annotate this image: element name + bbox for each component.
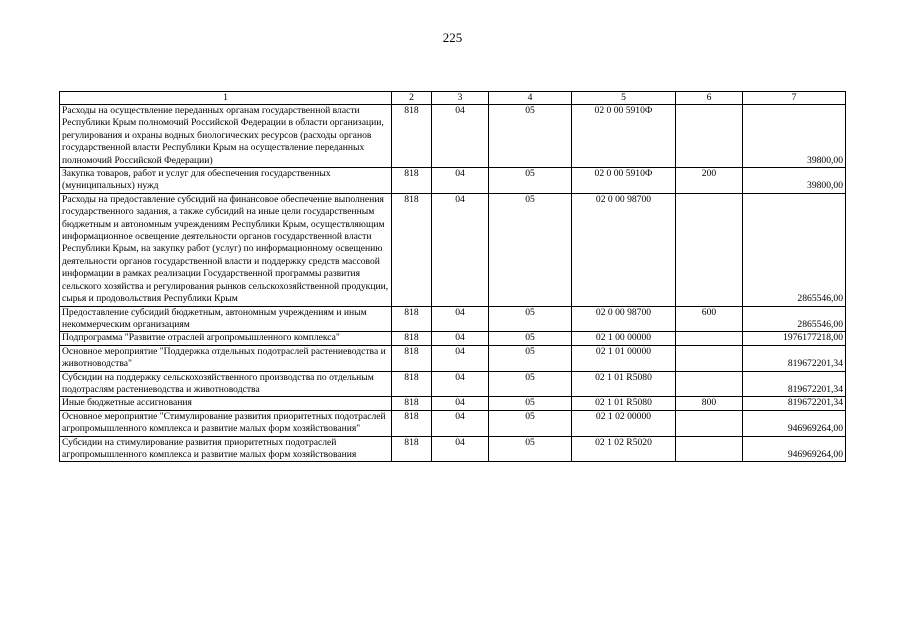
row-subsection-code: 05	[489, 168, 572, 194]
row-description: Основное мероприятие "Поддержка отдельных подотраслей растениеводства и животноводства"	[60, 345, 392, 371]
row-amount: 819672201,34	[743, 397, 846, 410]
row-description: Подпрограмма "Развитие отраслей агропромышленного комплекса"	[60, 332, 392, 345]
page-number: 225	[442, 30, 463, 45]
row-admin-code: 818	[392, 105, 432, 168]
row-amount: 2865546,00	[743, 193, 846, 306]
table-row	[60, 397, 846, 410]
row-expense-type	[676, 332, 743, 345]
column-header: 1	[60, 92, 392, 105]
table-row	[60, 410, 846, 436]
column-header: 5	[572, 92, 676, 105]
row-section-code: 04	[432, 410, 489, 436]
row-section-code: 04	[432, 397, 489, 410]
row-target-article: 02 0 00 5910Ф	[572, 105, 676, 168]
row-description: Субсидии на поддержку сельскохозяйственного производства по отдельным подотраслям растениеводства и животноводства	[60, 371, 392, 397]
table-row	[60, 345, 846, 371]
row-expense-type: 600	[676, 306, 743, 332]
row-target-article: 02 1 01 R5080	[572, 371, 676, 397]
row-subsection-code: 05	[489, 436, 572, 462]
row-section-code: 04	[432, 345, 489, 371]
row-description: Основное мероприятие "Стимулирование развития приоритетных подотраслей агропромышленного комплекса и развитие малых форм хозяйствования"	[60, 410, 392, 436]
row-description: Субсидии на стимулирование развития приоритетных подотраслей агропромышленного комплекса и развитие малых форм хозяйствования	[60, 436, 392, 462]
row-section-code: 04	[432, 105, 489, 168]
budget-table	[59, 91, 846, 462]
row-target-article: 02 1 02 00000	[572, 410, 676, 436]
row-section-code: 04	[432, 371, 489, 397]
row-amount: 39800,00	[743, 105, 846, 168]
row-subsection-code: 05	[489, 306, 572, 332]
row-expense-type	[676, 345, 743, 371]
row-section-code: 04	[432, 193, 489, 306]
table-row	[60, 168, 846, 194]
row-target-article: 02 0 00 5910Ф	[572, 168, 676, 194]
row-expense-type	[676, 436, 743, 462]
row-amount: 819672201,34	[743, 345, 846, 371]
row-target-article: 02 1 01 00000	[572, 345, 676, 371]
row-amount: 819672201,34	[743, 371, 846, 397]
row-admin-code: 818	[392, 193, 432, 306]
row-amount: 1976177218,00	[743, 332, 846, 345]
row-description: Закупка товаров, работ и услуг для обеспечения государственных (муниципальных) нужд	[60, 168, 392, 194]
row-section-code: 04	[432, 332, 489, 345]
table-row	[60, 436, 846, 462]
row-admin-code: 818	[392, 410, 432, 436]
row-target-article: 02 0 00 98700	[572, 306, 676, 332]
row-admin-code: 818	[392, 345, 432, 371]
row-subsection-code: 05	[489, 345, 572, 371]
table-row	[60, 332, 846, 345]
row-description: Расходы на предоставление субсидий на финансовое обеспечение выполнения государственного задания, а также субсидий на иные цели государственным бюджетным и автономным учреждениям Республики Крым, осуществляющим информационное освещение деятельности органов государственной власти Республики Крым, на закупку работ (услуг) по информационному освещению деятельности органов государственной власти и поддержку средств массовой информации в рамках реализации Государственной программы развития сельского хозяйства и регулирования рынков сельскохозяйственной продукции, сырья и продовольствия Республики Крым	[60, 193, 392, 306]
row-section-code: 04	[432, 436, 489, 462]
row-subsection-code: 05	[489, 332, 572, 345]
table-row	[60, 306, 846, 332]
row-description: Расходы на осуществление переданных органам государственной власти Республики Крым полномочий Российской Федерации в области организации, регулирования и охраны водных биологических ресурсов (расходы органов государственной власти Республики Крым на осуществление переданных полномочий Российской Федерации)	[60, 105, 392, 168]
row-expense-type	[676, 105, 743, 168]
row-admin-code: 818	[392, 168, 432, 194]
row-description: Иные бюджетные ассигнования	[60, 397, 392, 410]
row-subsection-code: 05	[489, 397, 572, 410]
row-expense-type: 800	[676, 397, 743, 410]
row-amount: 2865546,00	[743, 306, 846, 332]
row-admin-code: 818	[392, 371, 432, 397]
row-admin-code: 818	[392, 397, 432, 410]
row-expense-type: 200	[676, 168, 743, 194]
row-amount: 946969264,00	[743, 436, 846, 462]
row-expense-type	[676, 371, 743, 397]
row-admin-code: 818	[392, 332, 432, 345]
row-expense-type	[676, 193, 743, 306]
row-target-article: 02 1 00 00000	[572, 332, 676, 345]
row-description: Предоставление субсидий бюджетным, автономным учреждениям и иным некоммерческим организациям	[60, 306, 392, 332]
row-section-code: 04	[432, 306, 489, 332]
row-amount: 39800,00	[743, 168, 846, 194]
row-target-article: 02 1 02 R5020	[572, 436, 676, 462]
row-section-code: 04	[432, 168, 489, 194]
column-header: 2	[392, 92, 432, 105]
row-admin-code: 818	[392, 436, 432, 462]
row-expense-type	[676, 410, 743, 436]
column-header: 4	[489, 92, 572, 105]
table-row	[60, 193, 846, 306]
row-subsection-code: 05	[489, 193, 572, 306]
row-target-article: 02 1 01 R5080	[572, 397, 676, 410]
column-header: 7	[743, 92, 846, 105]
column-header: 3	[432, 92, 489, 105]
row-admin-code: 818	[392, 306, 432, 332]
row-amount: 946969264,00	[743, 410, 846, 436]
table-row	[60, 105, 846, 168]
column-header: 6	[676, 92, 743, 105]
row-subsection-code: 05	[489, 410, 572, 436]
table-header-row	[60, 92, 846, 105]
row-target-article: 02 0 00 98700	[572, 193, 676, 306]
table-row	[60, 371, 846, 397]
row-subsection-code: 05	[489, 105, 572, 168]
row-subsection-code: 05	[489, 371, 572, 397]
